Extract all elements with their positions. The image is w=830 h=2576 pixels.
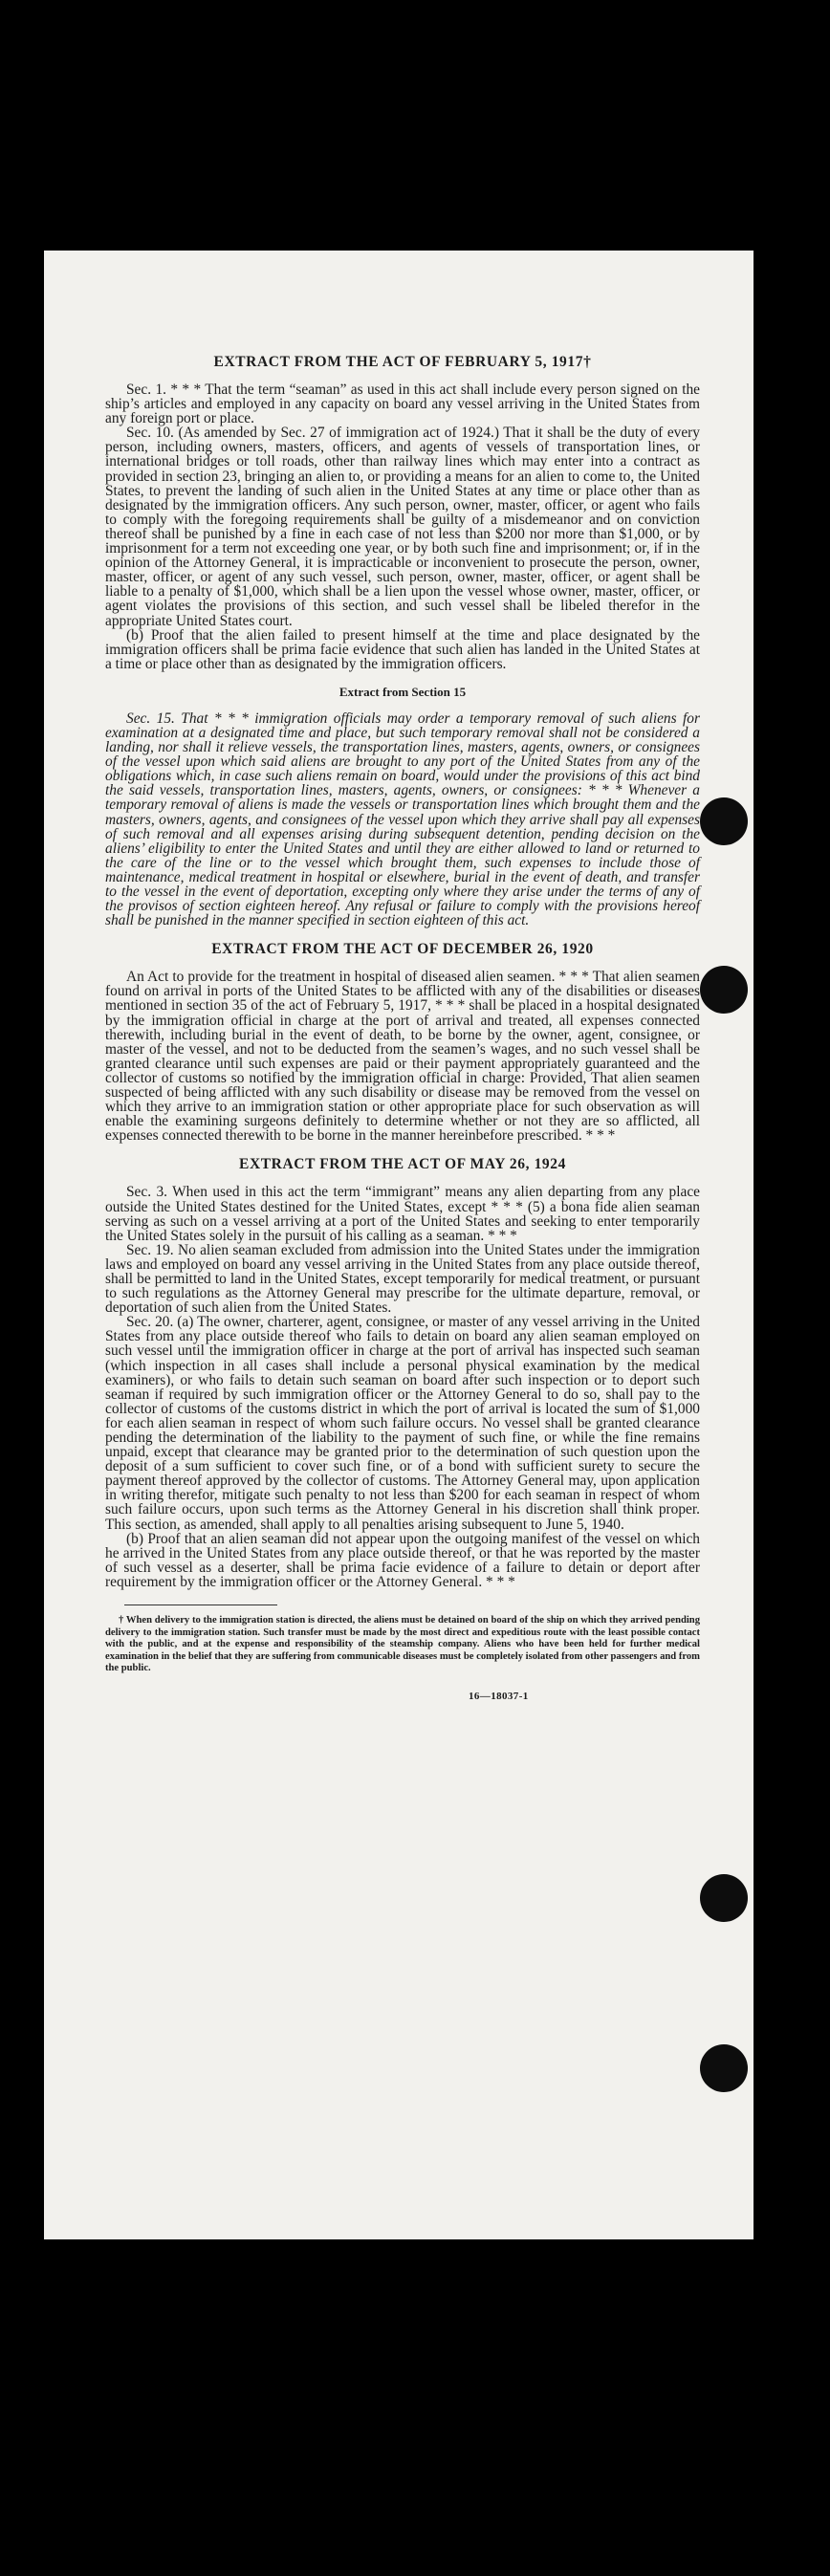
- section-1-text: Sec. 1. * * * That the term “seaman” as used in this act shall include every person signed on the ship’s articles and employed in any capacity on board any vessel arriving in the United States from any foreign port or place.: [105, 382, 700, 427]
- punch-hole: [700, 1874, 748, 1922]
- section-10-text: Sec. 10. (As amended by Sec. 27 of immigration act of 1924.) That it shall be the duty of every person, including owners, masters, officers, and agents of vessels of transportation lines, or international bridges or toll roads, other than railway lines which may enter into a contract as provided in section 23, bringing an alien to, or providing a means for an alien to come to, the United States, to prevent the landing of such alien in the United States at any time or place other than as designated by the immigration officers. Any such person, owner, master, officer, or agent who fails to comply with the foregoing requirements shall be guilty of a misdemeanor and on conviction thereof shall be punished by a fine in each case of not less than $200 nor more than $1,000, or by imprisonment for a term not exceeding one year, or by both such fine and imprisonment; or, if in the opinion of the Attorney General, it is impracticable or inconvenient to prosecute the person, owner, master, officer, or agent of any such vessel, such person, owner, master, officer, or agent shall be liable to a penalty of $1,000, which shall be a lien upon the vessel whose owner, master, officer, or agent violates the provisions of this section, and such vessel shall be libeled therefor in the appropriate United States court.: [105, 425, 700, 629]
- section-3-text: Sec. 3. When used in this act the term “immigrant” means any alien departing from any place outside the United States destined for the United States, except * * * (5) a bona fide alien seaman serving as such on a vessel arriving at a port of the United States and seeking to enter temporarily the United States solely in the pursuit of his calling as a seaman. * * *: [105, 1184, 700, 1244]
- section-20-text: Sec. 20. (a) The owner, charterer, agent, consignee, or master of any vessel arriving in the United States from any place outside thereof who fails to detain on board any alien seaman employed on such vessel until the immigration officer in charge at the port of arrival has inspected such seaman (which inspection in all cases shall include a personal physical examination by the medical examiners), or who fails to detain such seaman on board after such inspection or to deport such seaman if required by such immigration officer or the Attorney General to do so, shall pay to the collector of customs of the customs district in which the port of arrival is located the sum of $1,000 for each alien seaman in respect of whom such failure occurs. No vessel shall be granted clearance pending the determination of the liability to the payment of such fine, or while the fine remains unpaid, except that clearance may be granted prior to the determination of such question upon the deposit of a sum sufficient to cover such fine, or of a bond with sufficient surety to secure the payment thereof approved by the collector of customs. The Attorney General may, upon application in writing therefor, mitigate such penalty to not less than $200 for each seaman in respect of whom such failure occurs, upon such terms as the Attorney General in his discretion shall think proper. This section, as amended, shall apply to all penalties arising subsequent to June 5, 1940.: [105, 1314, 700, 1533]
- punch-hole: [700, 797, 748, 845]
- section-15-text: Sec. 15. That * * * immigration officials may order a temporary removal of such aliens for examination at a designated time and place, but such temporary removal shall not be considered a landing, nor shall it relieve vessels, the transportation lines, masters, agents, owners, or consignees of the vessel upon which said aliens are brought to any port of the United States from any of the obligations which, in case such aliens remain on board, would under the provisions of this act bind the said vessels, transportation lines, masters, agents, owners, or consignees: * * * Whenever a temporary removal of aliens is made the vessels or transportation lines which brought them and the masters, owners, agents, and consignees of the vessel upon which they arrive shall pay all expenses of such removal and all expenses arising during subsequent detention, pending decision on the aliens’ eligibility to enter the United States and until they are either allowed to land or returned to the care of the line or to the vessel which brought them, such expenses to include those of maintenance, medical treatment in hospital or elsewhere, burial in the event of death, and transfer to the vessel in the event of deportation, excepting only where they arise under the terms of any of the provisos of section eighteen hereof. Any refusal or failure to comply with the provisions hereof shall be punished in the manner specified in section eighteen of this act.: [105, 709, 700, 929]
- title-act-1924: EXTRACT FROM THE ACT OF MAY 26, 1924: [239, 1156, 566, 1173]
- act-1920-text: An Act to provide for the treatment in hospital of diseased alien seamen. * * * That alien seamen found on arrival in ports of the United States to be afflicted with any of the disabilities or diseases mentioned in section 35 of the act of February 5, 1917, * * * shall be placed in a hospital designated by the immigration official in charge at the port of arrival and treated, all expenses connected therewith, including burial in the event of death, to be borne by the owner, agent, consignee, or master of the vessel, and not to be deducted from the seamen’s wages, and no such vessel shall be granted clearance until such expenses are paid or their payment appropriately guaranteed and the collector of customs so notified by the immigration official in charge: Provided, That alien seamen suspected of being afflicted with any such disability or disease may be removed from the vessel on which they arrive to an immigration station or other appropriate place for such observation as will enable the examining surgeons definitely to determine whether or not they are so afflicted, all expenses connected therewith to be borne in the manner hereinbefore prescribed. * * *: [105, 969, 700, 1145]
- print-code: 16—18037-1: [469, 1691, 529, 1702]
- section-10b-text: (b) Proof that the alien failed to present himself at the time and place designated by the immigration officers shall be prima facie evidence that such alien has landed in the United States at a time or place other than as designated by the immigration officers.: [105, 626, 700, 672]
- section-20b-text: (b) Proof that an alien seaman did not appear upon the outgoing manifest of the vessel on which he arrived in the United States from any place outside thereof, or that he was reported by the master of such vessel as a deserter, shall be prima facie evidence of a failure to detain or deport after requirement by the immigration officer or the Attorney General. * * *: [105, 1530, 700, 1590]
- section-19-text: Sec. 19. No alien seaman excluded from admission into the United States under the immigration laws and employed on board any vessel arriving in the United States from any place outside thereof, shall be permitted to land in the United States, except temporarily for medical treatment, or pursuant to such regulations as the Attorney General may prescribe for the ultimate departure, removal, or deportation of such alien from the United States.: [105, 1241, 700, 1317]
- punch-hole: [700, 2044, 748, 2092]
- footnote-text: † When delivery to the immigration station is directed, the aliens must be detained on board of the ship on which they arrived pending delivery to the immigration station. Such transfer must be made by the most direct and expeditious route with the least possible contact with the public, and at the expense and responsibility of the steamship company. Aliens who have been held for further medical examination in the belief that they are suffering from communicable diseases must be completely isolated from other passengers and from the public.: [105, 1615, 700, 1674]
- title-act-1917: EXTRACT FROM THE ACT OF FEBRUARY 5, 1917†: [213, 354, 592, 370]
- title-act-1920: EXTRACT FROM THE ACT OF DECEMBER 26, 1920: [211, 941, 594, 958]
- section-15-heading: Extract from Section 15: [339, 684, 467, 699]
- document-page: [44, 251, 754, 2239]
- punch-hole: [700, 966, 748, 1014]
